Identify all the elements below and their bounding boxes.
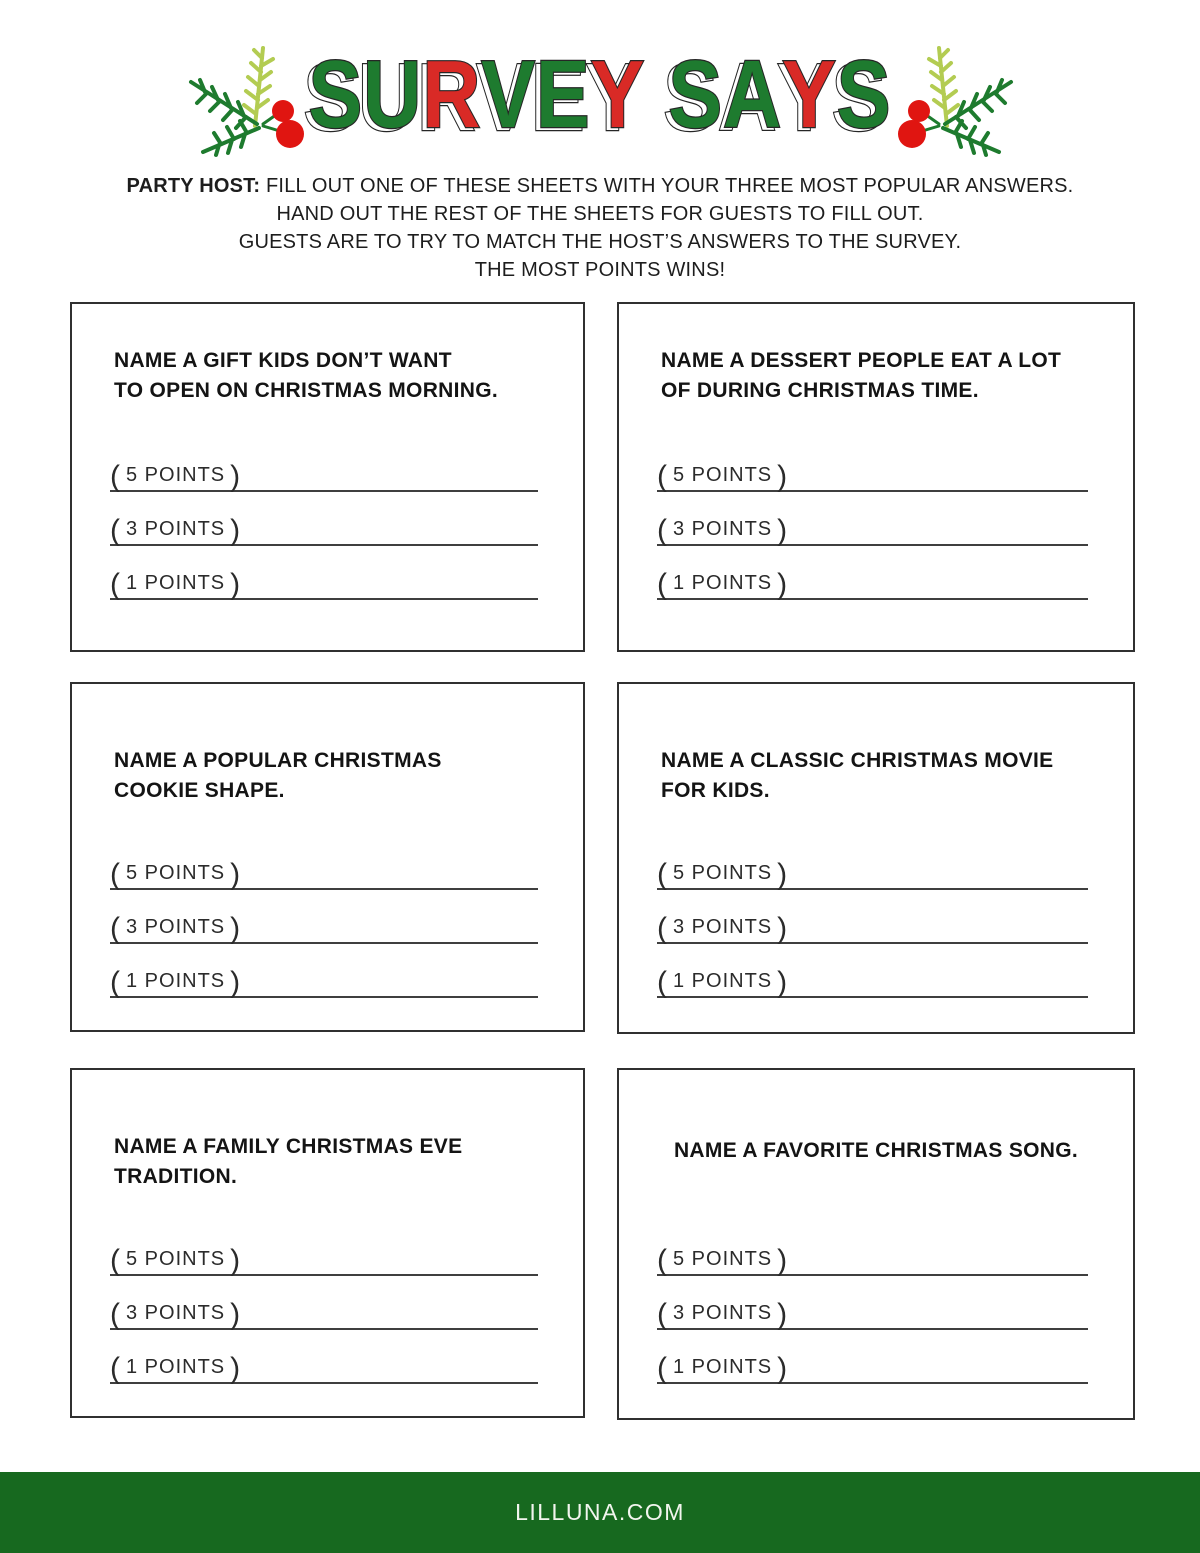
answer-line (657, 890, 1088, 944)
answer-line (110, 1276, 538, 1330)
answer-line (110, 944, 538, 998)
title-letter: S S (837, 48, 892, 142)
instruction-line: HAND OUT THE REST OF THE SHEETS FOR GUESTS TO FILL OUT. (276, 203, 924, 225)
points-label: ( 5 POINTS ) (110, 858, 242, 891)
answer-line (657, 944, 1088, 998)
answer-line (110, 890, 538, 944)
points-label: ( 1 POINTS ) (110, 568, 242, 601)
title-letter (645, 48, 668, 142)
title-letter: Y Y (782, 48, 837, 142)
party-host-label: PARTY HOST: (126, 175, 261, 197)
answer-line (657, 836, 1088, 890)
answer-line (110, 546, 538, 600)
question-card (70, 302, 585, 652)
instruction-line: GUESTS ARE TO TRY TO MATCH THE HOST’S ANSWERS TO THE SURVEY. (238, 231, 962, 253)
answer-line (110, 1222, 538, 1276)
answer-line (110, 836, 538, 890)
points-label: ( 5 POINTS ) (657, 460, 789, 493)
answer-line (657, 1276, 1088, 1330)
answer-line (657, 546, 1088, 600)
instructions (0, 172, 1200, 284)
points-list (110, 1222, 538, 1384)
answer-line (657, 1330, 1088, 1384)
holly-sprig-icon (897, 42, 1019, 158)
question-card (617, 1068, 1135, 1420)
instruction-line: THE MOST POINTS WINS! (474, 259, 726, 281)
points-label: ( 1 POINTS ) (657, 966, 789, 999)
question-text: NAME A FAVORITE CHRISTMAS SONG. (673, 1139, 1079, 1162)
question-card (70, 1068, 585, 1418)
page-title-text (308, 41, 892, 148)
points-label: ( 5 POINTS ) (110, 460, 242, 493)
points-label: ( 5 POINTS ) (110, 1244, 242, 1277)
points-label: ( 5 POINTS ) (657, 858, 789, 891)
title-letter: S S (668, 48, 723, 142)
question-card (617, 682, 1135, 1034)
title-letter: A A (723, 48, 782, 142)
title-letter: V V (481, 48, 536, 142)
points-label: ( 1 POINTS ) (657, 568, 789, 601)
points-label: ( 3 POINTS ) (657, 1298, 789, 1331)
points-list (110, 836, 538, 998)
points-label: ( 3 POINTS ) (657, 514, 789, 547)
question-text: NAME A CLASSIC CHRISTMAS MOVIE FOR KIDS. (661, 749, 1054, 802)
answer-line (657, 1222, 1088, 1276)
points-label: ( 1 POINTS ) (657, 1352, 789, 1385)
points-label: ( 3 POINTS ) (657, 912, 789, 945)
question-text: NAME A POPULAR CHRISTMAS COOKIE SHAPE. (114, 749, 442, 802)
question-card (70, 682, 585, 1032)
footer (0, 1472, 1200, 1553)
answer-line (110, 1330, 538, 1384)
instruction-line: PARTY HOST: FILL OUT ONE OF THESE SHEETS WITH YOUR THREE MOST POPULAR ANSWERS. (126, 175, 1074, 197)
title-letter: Y Y (591, 48, 646, 142)
title-letter: E E (536, 48, 591, 142)
title-letter: S S (309, 48, 364, 142)
title-letter: U U (363, 48, 422, 142)
points-list (657, 438, 1088, 600)
points-label: ( 1 POINTS ) (110, 1352, 242, 1385)
points-label: ( 5 POINTS ) (657, 1244, 789, 1277)
question-text: NAME A DESSERT PEOPLE EAT A LOT OF DURING CHRISTMAS TIME. (661, 349, 1062, 402)
footer-site-text: LILLUNA.COM (515, 1499, 685, 1525)
points-label: ( 3 POINTS ) (110, 514, 242, 547)
points-label: ( 3 POINTS ) (110, 1298, 242, 1331)
points-list (110, 438, 538, 600)
question-text: NAME A FAMILY CHRISTMAS EVE TRADITION. (114, 1135, 463, 1188)
page-title (0, 41, 1200, 148)
answer-line (110, 492, 538, 546)
question-text: NAME A GIFT KIDS DON’T WANT TO OPEN ON CHRISTMAS MORNING. (114, 349, 498, 402)
answer-line (657, 492, 1088, 546)
points-list (657, 836, 1088, 998)
points-list (657, 1222, 1088, 1384)
question-card (617, 302, 1135, 652)
answer-line (657, 438, 1088, 492)
points-label: ( 3 POINTS ) (110, 912, 242, 945)
points-label: ( 1 POINTS ) (110, 966, 242, 999)
title-letter: R R (422, 48, 481, 142)
answer-line (110, 438, 538, 492)
